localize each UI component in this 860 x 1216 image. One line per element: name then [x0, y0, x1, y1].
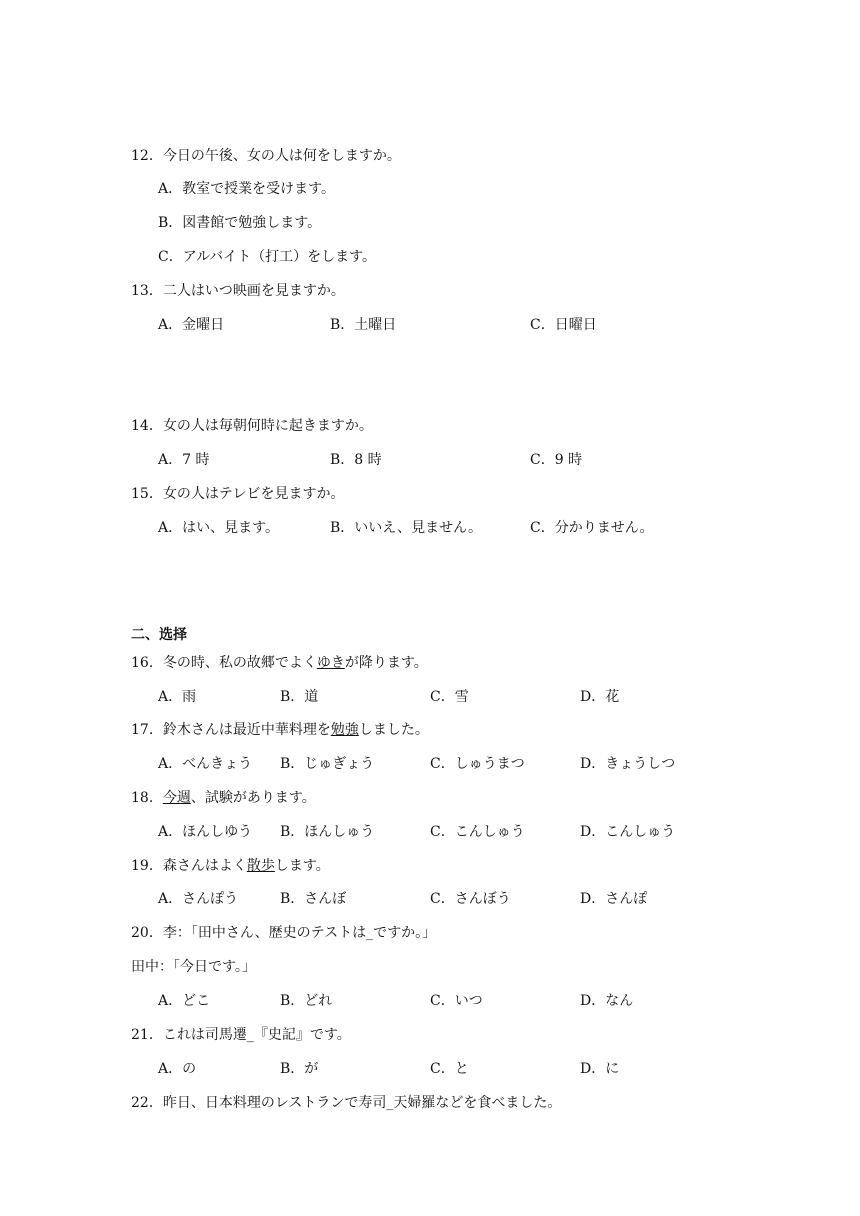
q16-option-b: B．道 — [280, 689, 319, 705]
q20-option-d: D．なん — [580, 993, 634, 1009]
q21-option-b: B．が — [280, 1061, 319, 1077]
q19-stem-pre: 19．森さんはよく — [131, 858, 247, 874]
section-title: 二、选择 — [131, 627, 187, 643]
q19-option-a: A．さんぽう — [158, 891, 239, 907]
q14-option-c: C．9 時 — [530, 452, 583, 468]
q20-option-c: C．いつ — [430, 993, 483, 1009]
question-13: 13．二人はいつ映画を見ますか。 — [131, 283, 345, 299]
q19-underlined: 散歩 — [246, 858, 275, 874]
q18-underlined: 今週 — [162, 790, 191, 806]
q21-option-a: A．の — [158, 1061, 197, 1077]
q19-option-b: B．さんぼ — [280, 891, 347, 907]
question-18 — [131, 788, 316, 808]
question-14: 14．女の人は毎朝何時に起きますか。 — [131, 418, 373, 434]
q18-stem-post: 、試験があります。 — [190, 790, 316, 806]
q21-option-c: C．と — [430, 1061, 469, 1077]
question-17 — [131, 720, 429, 740]
question-21: 21．これは司馬遷_『史記』です。 — [131, 1027, 351, 1043]
q19-option-c: C．さんぼう — [430, 891, 511, 907]
q12-option-c: C．アルバイト（打工）をします。 — [158, 249, 377, 265]
q12-option-a: A．教室で授業を受けます。 — [158, 181, 335, 197]
q18-option-a: A．ほんしゆう — [158, 824, 253, 840]
q17-underlined: 勉強 — [330, 722, 359, 738]
q13-option-b: B．土曜日 — [330, 317, 397, 333]
question-15: 15．女の人はテレビを見ますか。 — [131, 486, 345, 502]
q18-stem-pre: 18． — [131, 790, 163, 806]
question-22: 22．昨日、日本料理のレストランで寿司_天婦羅などを食べました。 — [131, 1095, 562, 1111]
q14-option-b: B．8 時 — [330, 452, 382, 468]
q15-option-c: C．分かりません。 — [530, 520, 654, 536]
q20-option-a: A．どこ — [158, 993, 211, 1009]
q16-option-c: C．雪 — [430, 689, 469, 705]
question-20: 20．李：「田中さん、歴史のテストは_ですか。」 — [131, 925, 437, 941]
q14-option-a: A．7 時 — [158, 452, 210, 468]
question-16 — [131, 653, 428, 673]
q16-option-d: D．花 — [580, 689, 620, 705]
q17-option-d: D．きょうしつ — [580, 756, 676, 772]
q16-underlined: ゆき — [316, 655, 345, 671]
q18-option-d: D．こんしゅう — [580, 824, 676, 840]
q17-option-a: A．べんきょう — [158, 756, 253, 772]
q17-option-b: B．じゅぎょう — [280, 756, 375, 772]
q16-option-a: A．雨 — [158, 689, 197, 705]
q12-option-b: B．図書館で勉強します。 — [158, 215, 322, 231]
question-12: 12．今日の午後、女の人は何をしますか。 — [131, 148, 401, 164]
q18-option-c: C．こんしゅう — [430, 824, 525, 840]
q20-option-b: B．どれ — [280, 993, 333, 1009]
q15-option-b: B．いいえ、見ません。 — [330, 520, 482, 536]
q21-option-d: D．に — [580, 1061, 620, 1077]
q17-stem-post: しました。 — [358, 722, 429, 738]
q13-option-a: A．金曜日 — [158, 317, 225, 333]
q19-stem-post: します。 — [274, 858, 330, 874]
q17-option-c: C．しゅうまつ — [430, 756, 525, 772]
q17-stem-pre: 17．鈴木さんは最近中華料理を — [131, 722, 331, 738]
q20-reply: 田中：「今日です。」 — [131, 959, 256, 975]
q19-option-d: D．さんぽ — [580, 891, 648, 907]
q13-option-c: C．日曜日 — [530, 317, 597, 333]
q16-stem-pre: 16．冬の時、私の故郷でよく — [131, 655, 317, 671]
q18-option-b: B．ほんしゅう — [280, 824, 375, 840]
question-19 — [131, 856, 330, 876]
q16-stem-post: が降ります。 — [344, 655, 428, 671]
q15-option-a: A．はい、見ます。 — [158, 520, 279, 536]
